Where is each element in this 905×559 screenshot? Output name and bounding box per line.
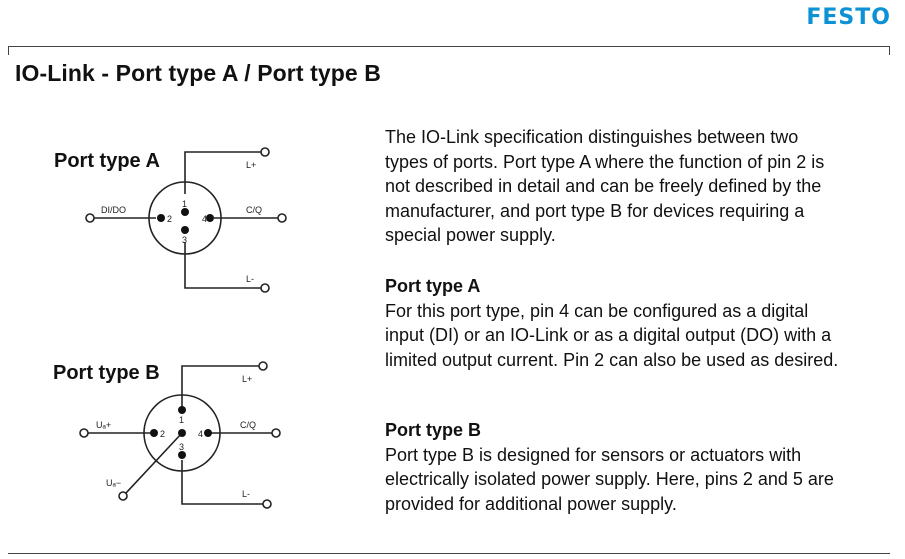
port-b-wire-bottom — [182, 460, 263, 504]
port-b-pin-4 — [204, 429, 212, 437]
section-b-title: Port type B — [385, 420, 482, 440]
port-a-pin-2 — [157, 214, 165, 222]
port-b-pin-1 — [178, 406, 186, 414]
port-b-terminal-right — [272, 429, 280, 437]
section-port-a — [385, 274, 845, 372]
port-a-wire-top — [185, 152, 261, 194]
port-b-terminal-top — [259, 362, 267, 370]
port-a-terminal-top — [261, 148, 269, 156]
port-a-label-left: DI/DO — [101, 205, 127, 215]
port-b-diagram — [70, 352, 290, 517]
intro-paragraph: The IO‑Link specification distinguishes between two types of ports. Port type A where the function of pin 2 is not described in detail and can be freely defined by the manufacturer, and port type B for devices requiring a special power supply. — [385, 127, 825, 245]
port-a-label-top: L+ — [246, 160, 257, 170]
port-a-terminal-right — [278, 214, 286, 222]
port-b-pin-2-label: 2 — [160, 429, 166, 439]
port-b-terminal-left — [80, 429, 88, 437]
section-a-body: For this port type, pin 4 can be configured as a digital input (DI) or an IO‑Link or as a digital output (DO) with a limited output current. Pin 2 can also be used as desired. — [385, 300, 839, 370]
port-a-pin-3-label: 3 — [182, 235, 188, 245]
port-b-label-left: Uₐ+ — [96, 420, 112, 430]
section-port-b — [385, 418, 845, 516]
intro-text-block — [385, 125, 845, 248]
port-b-pin-2 — [150, 429, 158, 437]
section-a-title: Port type A — [385, 276, 481, 296]
port-a-pin-4-label: 4 — [202, 214, 208, 224]
port-b-pin-center — [178, 429, 186, 437]
port-b-label-diag: Uₐ− — [106, 478, 122, 488]
section-b-body: Port type B is designed for sensors or actuators with electrically isolated power supply. Here, pins 2 and 5 are provided for additional power supply. — [385, 444, 834, 514]
port-b-pin-3 — [178, 451, 186, 459]
port-a-pin-1 — [181, 208, 189, 216]
port-a-heading: Port type A — [54, 150, 160, 172]
port-a-label-bottom: L- — [246, 274, 255, 284]
port-b-wire-diag — [126, 433, 185, 493]
port-b-label-top: L+ — [242, 374, 253, 384]
port-a-diagram — [70, 138, 290, 298]
port-a-pin-1-label: 1 — [182, 199, 188, 209]
port-b-label-right: C/Q — [240, 420, 257, 430]
port-a-pin-3 — [181, 226, 189, 234]
port-a-pin-2-label: 2 — [167, 214, 173, 224]
festo-logo: FESTO — [806, 5, 891, 30]
port-a-label-right: C/Q — [246, 205, 263, 215]
port-a-terminal-left — [86, 214, 94, 222]
port-b-pin-1-label: 1 — [179, 415, 185, 425]
port-b-terminal-bottom — [263, 500, 271, 508]
port-a-terminal-bottom — [261, 284, 269, 292]
port-a-pin-4 — [206, 214, 214, 222]
port-b-label-bottom: L- — [242, 489, 251, 499]
port-b-heading: Port type B — [53, 362, 160, 384]
port-b-terminal-diag — [119, 492, 127, 500]
port-b-pin-4-label: 4 — [198, 429, 204, 439]
port-b-pin-3-label: 3 — [179, 442, 185, 452]
port-b-wire-top — [182, 366, 259, 407]
page-title: IO-Link - Port type A / Port type B — [15, 60, 381, 86]
